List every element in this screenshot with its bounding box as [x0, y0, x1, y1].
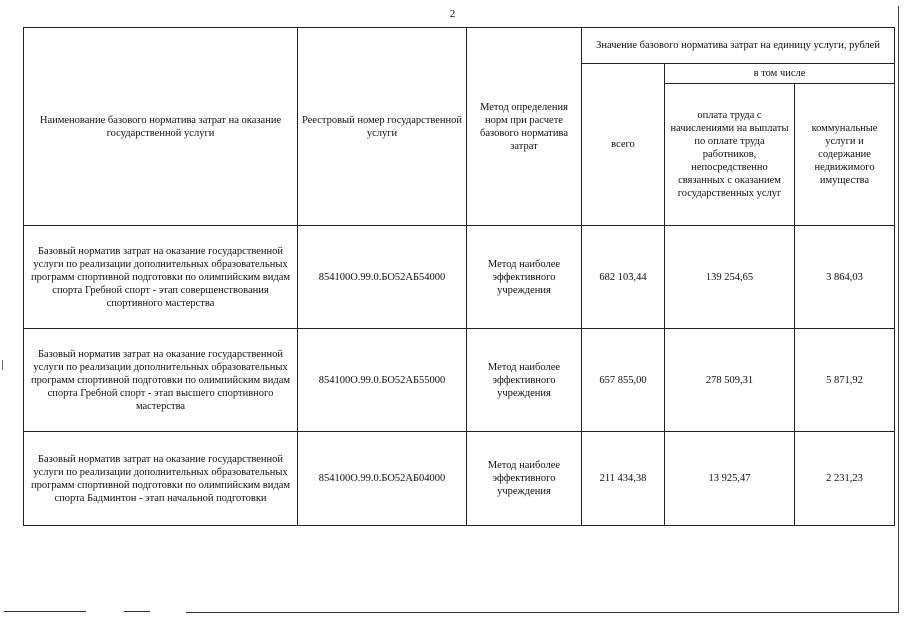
row-registry: 854100О.99.0.БО52АБ54000 [298, 226, 467, 329]
row-utilities: 5 871,92 [795, 329, 895, 432]
row-registry: 854100О.99.0.БО52АБ55000 [298, 329, 467, 432]
row-name: Базовый норматив затрат на оказание государственной услуги по реализации дополнительных образовательных программ спортивной подготовки по олимпийским видам спорта Гребной спорт - этап высшего спортивного мастерства [24, 329, 298, 432]
row-method: Метод наиболее эффективного учреждения [467, 329, 582, 432]
row-utilities: 2 231,23 [795, 432, 895, 526]
table-row [24, 329, 895, 432]
row-name: Базовый норматив затрат на оказание государственной услуги по реализации дополнительных образовательных программ спортивной подготовки по олимпийским видам спорта Гребной спорт - этап совершенствования спортивного мастерства [24, 226, 298, 329]
header-registry: Реестровый номер государственной услуги [298, 28, 467, 226]
cost-norms-table [23, 27, 895, 526]
page-edge-rule [898, 6, 899, 612]
header-name: Наименование базового норматива затрат на оказание государственной услуги [24, 28, 298, 226]
row-labor: 139 254,65 [665, 226, 795, 329]
header-including: в том числе [665, 64, 895, 84]
header-method: Метод определения норм при расчете базового норматива затрат [467, 28, 582, 226]
header-total: всего [582, 64, 665, 226]
header-row-1 [24, 28, 895, 64]
footer-rule-left [4, 611, 86, 612]
row-registry: 854100О.99.0.БО52АБ04000 [298, 432, 467, 526]
row-total: 211 434,38 [582, 432, 665, 526]
row-total: 682 103,44 [582, 226, 665, 329]
page-number: 2 [449, 8, 456, 20]
row-labor: 13 925,47 [665, 432, 795, 526]
table-row [24, 432, 895, 526]
table-row [24, 226, 895, 329]
footer-rule-right [186, 612, 899, 613]
row-labor: 278 509,31 [665, 329, 795, 432]
scan-mark [2, 360, 3, 370]
header-value-group: Значение базового норматива затрат на единицу услуги, рублей [582, 28, 895, 64]
row-name: Базовый норматив затрат на оказание государственной услуги по реализации дополнительных образовательных программ спортивной подготовки по олимпийским видам спорта Бадминтон - этап начальной подготовки [24, 432, 298, 526]
footer-rule-mid [124, 611, 150, 612]
row-total: 657 855,00 [582, 329, 665, 432]
row-utilities: 3 864,03 [795, 226, 895, 329]
row-method: Метод наиболее эффективного учреждения [467, 226, 582, 329]
header-labor: оплата труда с начислениями на выплаты по оплате труда работников, непосредственно связанных с оказанием государственных услуг [665, 84, 795, 226]
row-method: Метод наиболее эффективного учреждения [467, 432, 582, 526]
header-utilities: коммунальные услуги и содержание недвижимого имущества [795, 84, 895, 226]
